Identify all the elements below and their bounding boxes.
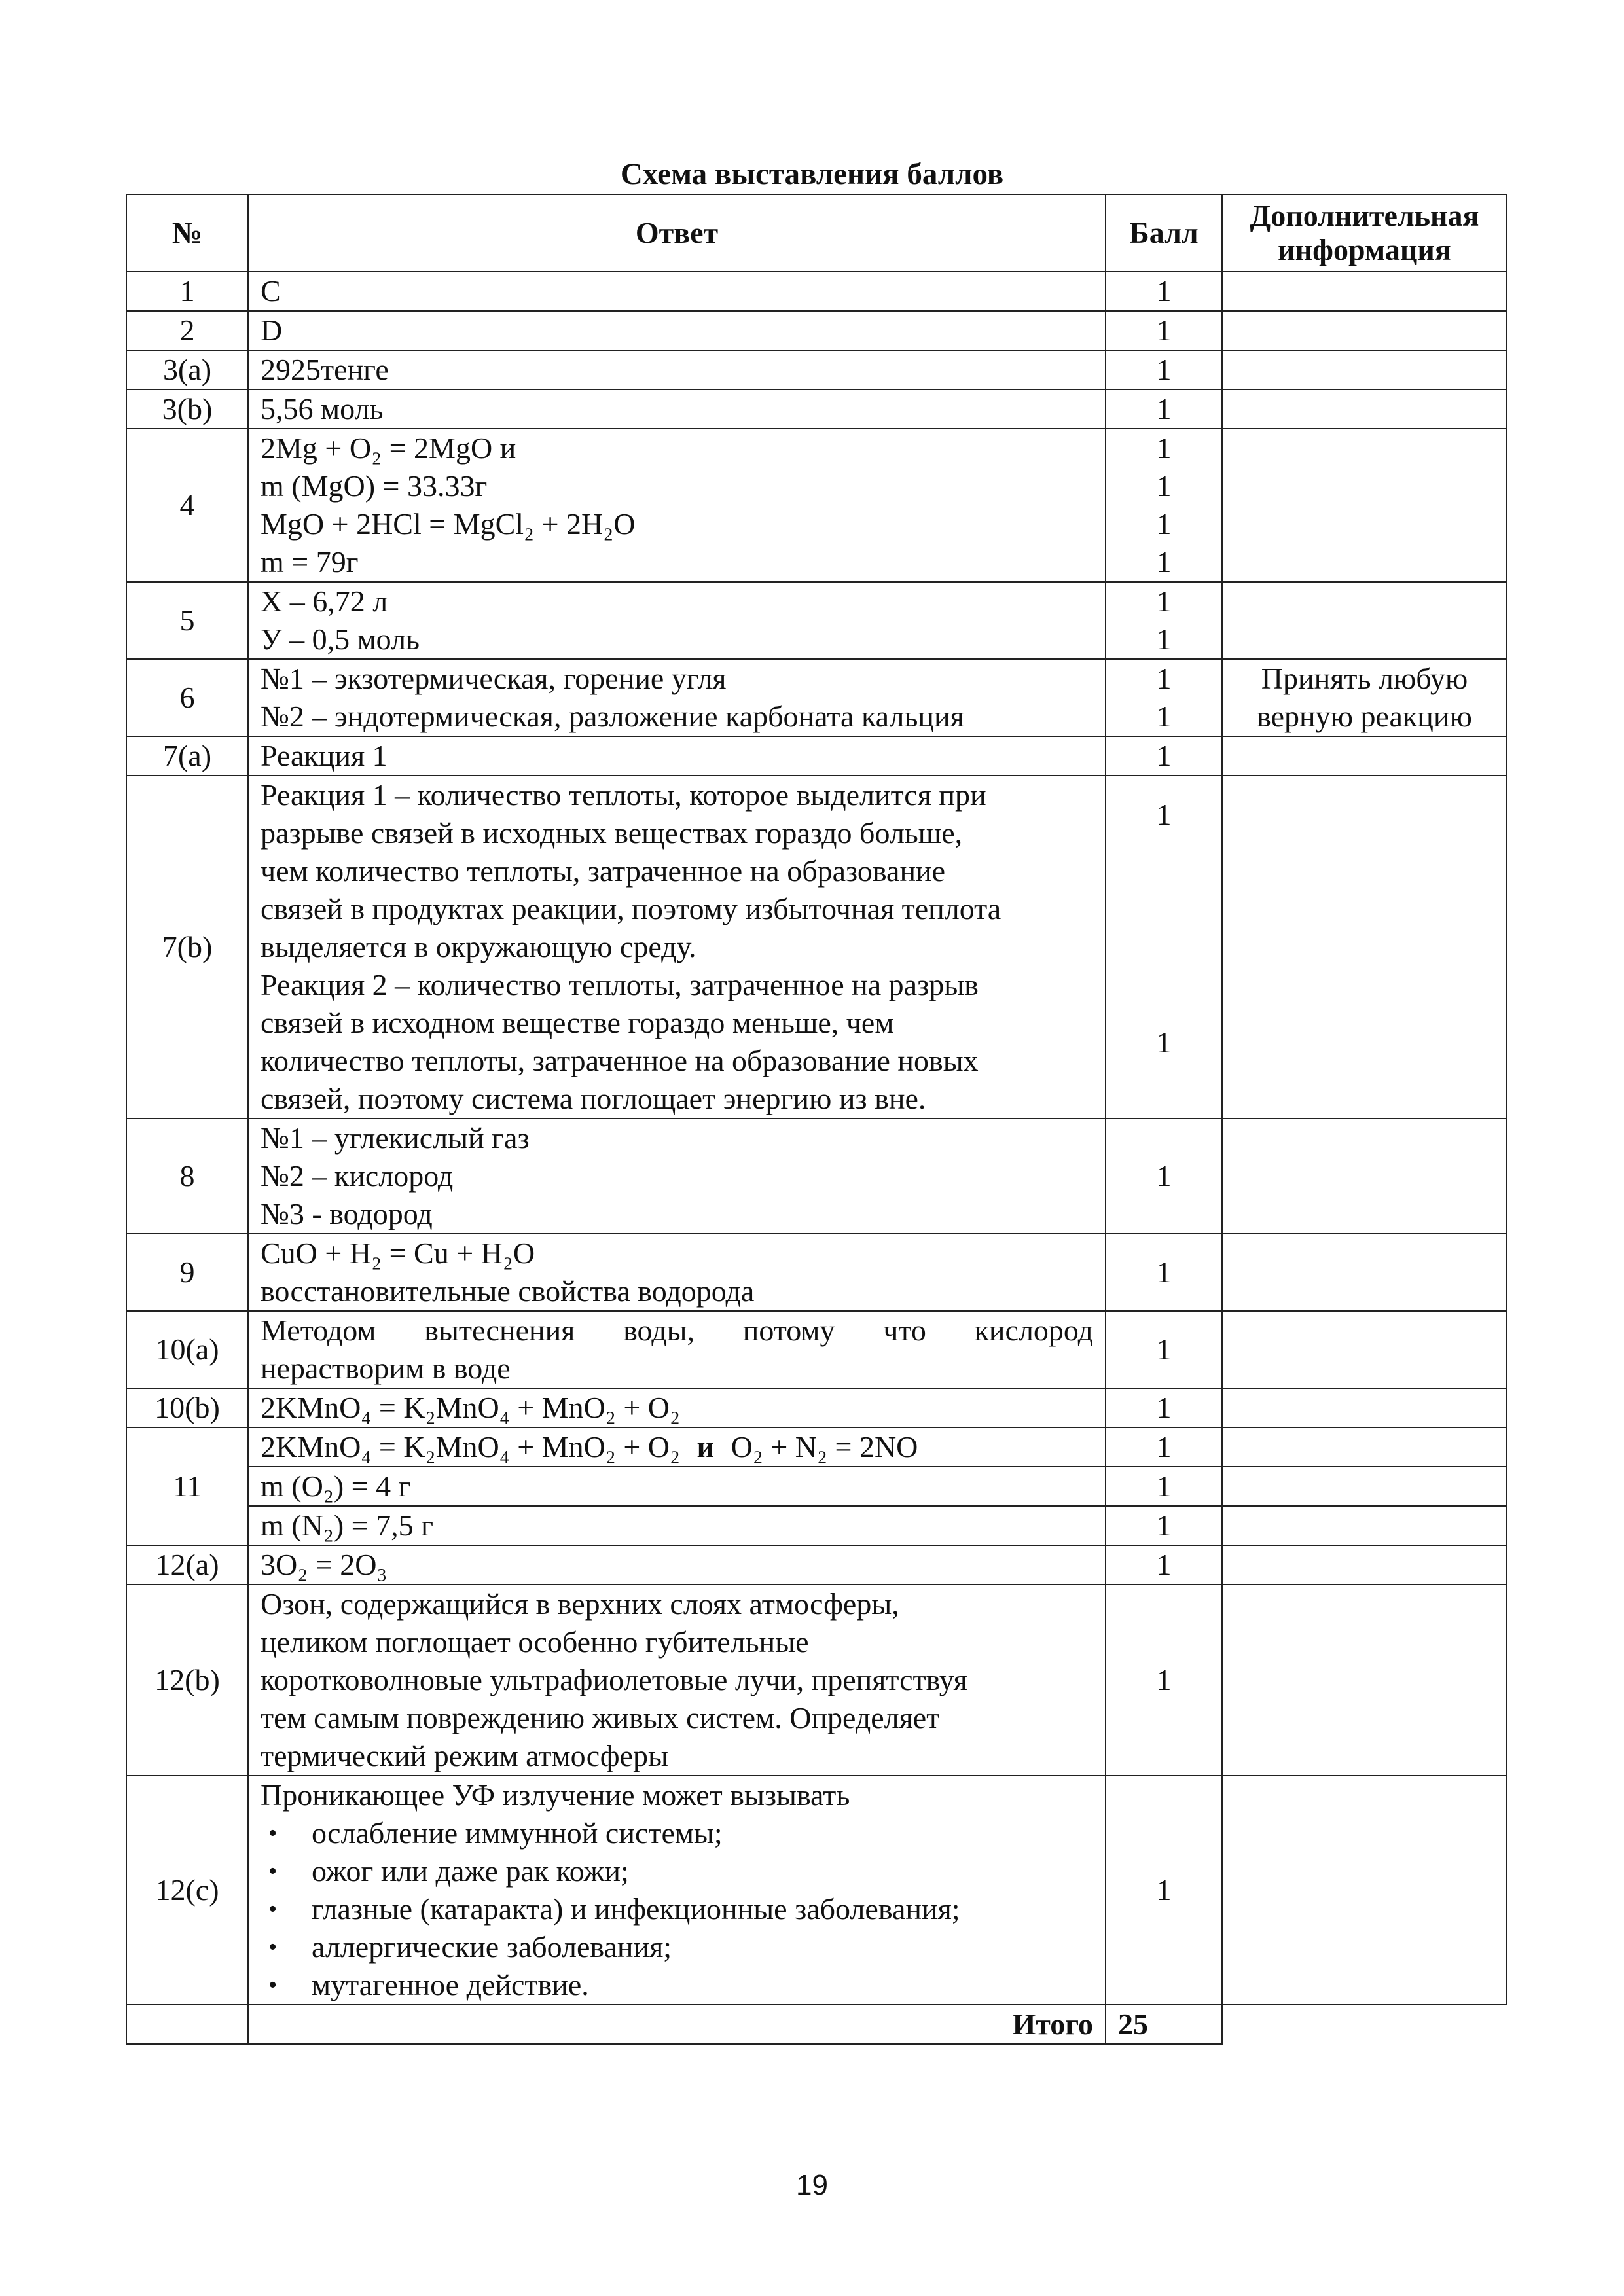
extra-cell	[1222, 1585, 1507, 1776]
answer-line: Реакция 1 – количество теплоты, которое выделится при	[261, 778, 986, 812]
points-cell	[1106, 659, 1222, 736]
answer-part: 2KMnO₄ = K₂MnO₄ + MnO₂ + O₂	[261, 1430, 681, 1463]
header-answer: Ответ	[248, 194, 1106, 272]
points-cell: 1	[1106, 1388, 1222, 1427]
answer-line: коротковолновые ультрафиолетовые лучи, препятствуя	[261, 1663, 967, 1696]
question-number: 2	[126, 311, 248, 350]
question-number: 10(b)	[126, 1388, 248, 1427]
answer-cell: m (N₂) = 7,5 г	[248, 1506, 1106, 1545]
extra-cell	[1222, 1388, 1507, 1427]
table-row	[126, 389, 1507, 429]
answer-cell: C	[248, 272, 1106, 311]
answer-line: нерастворим в воде	[261, 1352, 511, 1385]
table-row	[126, 1506, 1507, 1545]
answer-line: Проникающее УФ излучение может вызывать	[261, 1778, 850, 1812]
answer-cell	[248, 1234, 1106, 1311]
question-number: 3(a)	[126, 350, 248, 389]
answer-cell	[248, 1427, 1106, 1467]
table-row	[126, 1388, 1507, 1427]
points-cell: 1	[1106, 1234, 1222, 1311]
answer-line: целиком поглощает особенно губительные	[261, 1625, 809, 1659]
extra-cell	[1222, 272, 1507, 311]
question-number: 1	[126, 272, 248, 311]
table-row	[126, 311, 1507, 350]
table-row	[126, 1585, 1507, 1776]
points-cell: 1	[1106, 1427, 1222, 1467]
table-row	[126, 1776, 1507, 2005]
points-cell	[1106, 582, 1222, 659]
answer-conjunction: и	[696, 1430, 715, 1463]
answer-part: O₂ + N₂ = 2NO	[731, 1430, 918, 1463]
list-item: • ожог или даже рак кожи;	[295, 1852, 1093, 1890]
points-line: 1	[1156, 431, 1172, 465]
answer-line: разрыве связей в исходных веществах гораздо больше,	[261, 816, 963, 850]
table-row	[126, 582, 1507, 659]
question-number: 8	[126, 1119, 248, 1234]
answer-line: X – 6,72 л	[261, 584, 388, 618]
points-spacer	[1118, 834, 1210, 1024]
answer-cell: 2925тенге	[248, 350, 1106, 389]
question-number: 12(a)	[126, 1545, 248, 1585]
answer-line: №1 – экзотермическая, горение угля	[261, 662, 727, 695]
question-number: 7(b)	[126, 776, 248, 1119]
question-number: 12(c)	[126, 1776, 248, 2005]
header-extra: Дополнительная информация	[1222, 194, 1507, 272]
points-line: 1	[1156, 507, 1172, 541]
header-num: №	[126, 194, 248, 272]
answer-cell	[248, 1311, 1106, 1388]
points-line: 1	[1156, 545, 1172, 579]
answer-line: Реакция 2 – количество теплоты, затраченное на разрыв	[261, 968, 979, 1001]
extra-cell	[1222, 389, 1507, 429]
header-row	[126, 194, 1507, 272]
table-row	[126, 776, 1507, 1119]
list-item: • аллергические заболевания;	[295, 1928, 1093, 1966]
extra-cell	[1222, 429, 1507, 582]
answer-line: связей в исходном веществе гораздо меньше, чем	[261, 1006, 894, 1039]
extra-cell	[1222, 1467, 1507, 1506]
list-item: • мутагенное действие.	[295, 1966, 1093, 2004]
points-cell: 1	[1106, 1311, 1222, 1388]
answer-line: Озон, содержащийся в верхних слоях атмосферы,	[261, 1587, 899, 1621]
answer-cell	[248, 1776, 1106, 2005]
points-line: 1	[1156, 798, 1172, 831]
extra-cell	[1222, 1311, 1507, 1388]
points-line: 1	[1156, 469, 1172, 503]
extra-line: Принять любую	[1261, 662, 1468, 695]
extra-cell	[1222, 1506, 1507, 1545]
extra-cell	[1222, 1234, 1507, 1311]
table-row	[126, 272, 1507, 311]
table-row	[126, 659, 1507, 736]
points-cell: 1	[1106, 1585, 1222, 1776]
extra-cell	[1222, 1545, 1507, 1585]
answer-line: выделяется в окружающую среду.	[261, 930, 696, 963]
answer-line: тем самым повреждению живых систем. Определяет	[261, 1701, 940, 1734]
extra-cell	[1222, 350, 1507, 389]
table-row	[126, 1545, 1507, 1585]
points-line: 1	[1156, 622, 1172, 656]
page-number: 19	[796, 2169, 828, 2201]
points-line: 1	[1156, 1026, 1172, 1059]
answer-line: m (MgO) = 33.33г	[261, 469, 488, 503]
answer-cell	[248, 582, 1106, 659]
answer-line: термический режим атмосферы	[261, 1739, 668, 1772]
question-number: 7(a)	[126, 736, 248, 776]
question-number: 4	[126, 429, 248, 582]
answer-line: восстановительные свойства водорода	[261, 1274, 755, 1308]
points-cell	[1106, 776, 1222, 1119]
question-number: 11	[126, 1427, 248, 1545]
extra-cell	[1222, 776, 1507, 1119]
bullet-list	[261, 1814, 1093, 2004]
points-cell: 1	[1106, 1119, 1222, 1234]
page-title: Схема выставления баллов	[620, 157, 1004, 191]
points-cell: 1	[1106, 272, 1222, 311]
list-item: • ослабление иммунной системы;	[295, 1814, 1093, 1852]
empty-cell	[1222, 2005, 1507, 2044]
points-cell: 1	[1106, 1776, 1222, 2005]
question-number: 10(a)	[126, 1311, 248, 1388]
answer-line: №3 - водород	[261, 1197, 433, 1230]
answer-cell: D	[248, 311, 1106, 350]
points-cell: 1	[1106, 389, 1222, 429]
answer-line: Методом вытеснения воды, потому что кислород	[261, 1314, 1093, 1347]
answer-cell: Реакция 1	[248, 736, 1106, 776]
answer-cell: 2KMnO₄ = K₂MnO₄ + MnO₂ + O₂	[248, 1388, 1106, 1427]
total-row	[126, 2005, 1507, 2044]
total-label: Итого	[248, 2005, 1106, 2044]
points-cell: 1	[1106, 350, 1222, 389]
answer-line: №1 – углекислый газ	[261, 1121, 530, 1155]
answer-line: MgO + 2HCl = MgCl₂ + 2H₂O	[261, 507, 636, 541]
points-cell: 1	[1106, 311, 1222, 350]
points-cell: 1	[1106, 1467, 1222, 1506]
answer-line: №2 – кислород	[261, 1159, 454, 1193]
question-number: 6	[126, 659, 248, 736]
answer-line: 2Mg + O₂ = 2MgO и	[261, 431, 516, 465]
points-cell: 1	[1106, 1545, 1222, 1585]
table-row	[126, 1427, 1507, 1467]
empty-cell	[126, 2005, 248, 2044]
points-cell	[1106, 429, 1222, 582]
points-cell: 1	[1106, 1506, 1222, 1545]
extra-cell	[1222, 311, 1507, 350]
list-item: • глазные (катаракта) и инфекционные заболевания;	[295, 1890, 1093, 1928]
points-line: 1	[1156, 700, 1172, 733]
table-row	[126, 1234, 1507, 1311]
extra-cell	[1222, 1119, 1507, 1234]
scoring-table	[126, 194, 1507, 2045]
answer-cell	[248, 659, 1106, 736]
answer-line: CuO + H₂ = Cu + H₂O	[261, 1236, 535, 1270]
answer-line: m = 79г	[261, 545, 359, 579]
answer-cell	[248, 1119, 1106, 1234]
extra-cell	[1222, 736, 1507, 776]
question-number: 5	[126, 582, 248, 659]
extra-cell	[1222, 582, 1507, 659]
answer-cell: 5,56 моль	[248, 389, 1106, 429]
answer-cell	[248, 776, 1106, 1119]
table-row	[126, 1311, 1507, 1388]
answer-cell	[248, 429, 1106, 582]
answer-cell: m (O₂) = 4 г	[248, 1467, 1106, 1506]
table-row	[126, 736, 1507, 776]
header-points: Балл	[1106, 194, 1222, 272]
answer-cell	[248, 1585, 1106, 1776]
points-line: 1	[1156, 584, 1172, 618]
total-value: 25	[1106, 2005, 1222, 2044]
table-row	[126, 1119, 1507, 1234]
answer-cell: 3O₂ = 2O₃	[248, 1545, 1106, 1585]
table-row	[126, 429, 1507, 582]
extra-cell	[1222, 1776, 1507, 2005]
question-number: 9	[126, 1234, 248, 1311]
answer-line: №2 – эндотермическая, разложение карбоната кальция	[261, 700, 964, 733]
question-number: 3(b)	[126, 389, 248, 429]
points-line: 1	[1156, 662, 1172, 695]
table-row	[126, 350, 1507, 389]
answer-line: У – 0,5 моль	[261, 622, 420, 656]
extra-cell	[1222, 1427, 1507, 1467]
answer-line: количество теплоты, затраченное на образование новых	[261, 1044, 979, 1077]
extra-cell	[1222, 659, 1507, 736]
table-row	[126, 1467, 1507, 1506]
answer-line: связей, поэтому система поглощает энергию из вне.	[261, 1082, 926, 1115]
extra-line: верную реакцию	[1257, 700, 1472, 733]
question-number: 12(b)	[126, 1585, 248, 1776]
answer-line: связей в продуктах реакции, поэтому избыточная теплота	[261, 892, 1001, 925]
points-cell: 1	[1106, 736, 1222, 776]
answer-line: чем количество теплоты, затраченное на образование	[261, 854, 946, 888]
